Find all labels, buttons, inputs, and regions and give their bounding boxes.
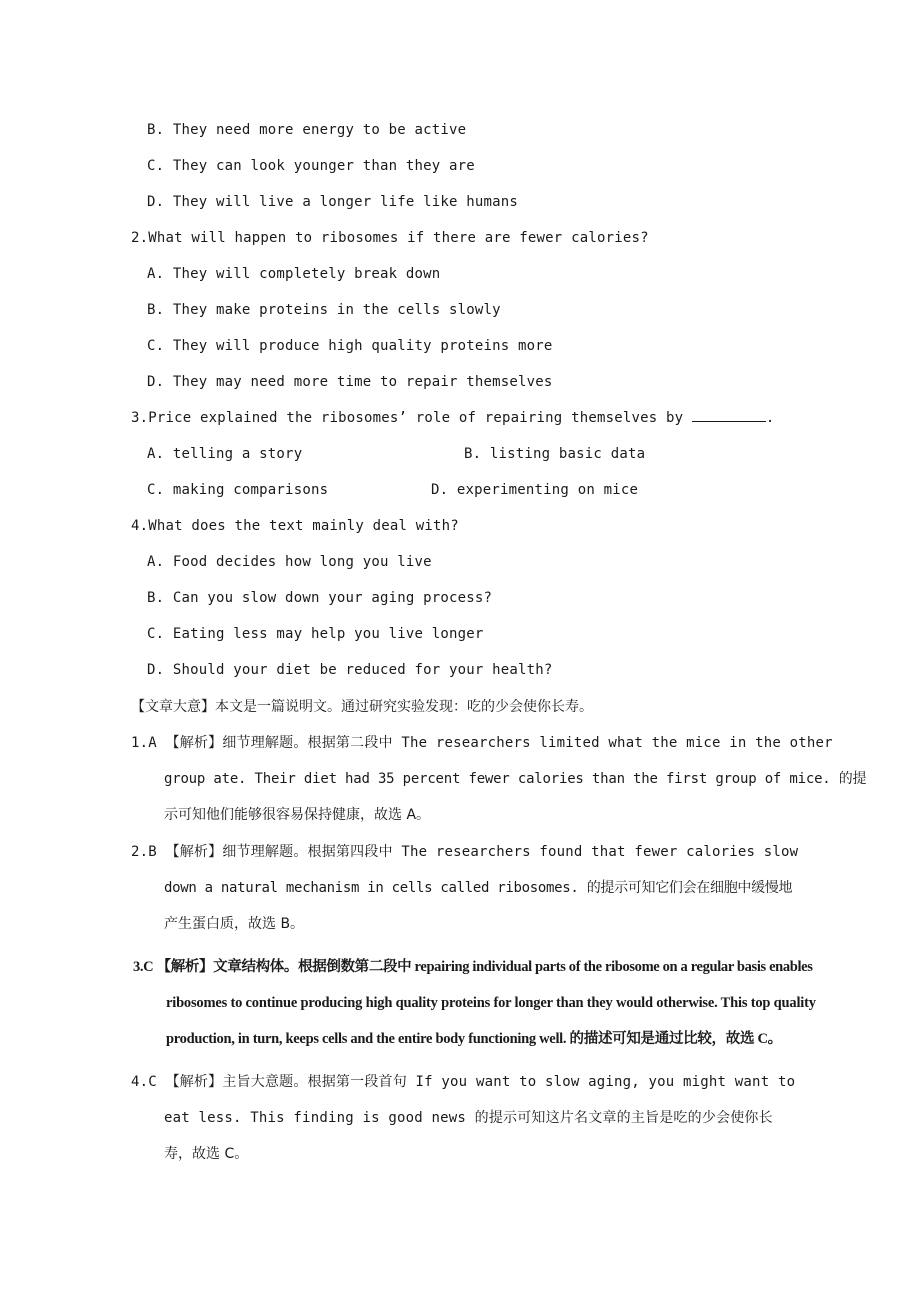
article-summary: 【文章大意】本文是一篇说明文。通过研究实验发现：吃的少会使你长寿。 [131,699,593,715]
answer-4-line-3: 寿，故选 C。 [164,1146,249,1162]
q3-answer-blank [692,409,766,422]
q3-option-c: C. making comparisons [147,482,329,498]
q4-stem: 4.What does the text mainly deal with? [131,518,459,534]
q2-option-a: A. They will completely break down [147,266,441,282]
answer-4-line-1: 4.C 【解析】主旨大意题。根据第一段首句 If you want to slow aging, you might want to [131,1074,796,1090]
answer-1-line-2: group ate. Their diet had 35 percent fewer calories than the first group of mice. 的提 [164,771,867,787]
q2-option-c: C. They will produce high quality proteins more [147,338,553,354]
answer-3-line-3: production, in turn, keeps cells and the entire body functioning well. 的描述可知是通过比较，故选 C。 [166,1031,782,1047]
q2-option-d: D. They may need more time to repair themselves [147,374,553,390]
q1-option-c: C. They can look younger than they are [147,158,475,174]
q4-option-a: A. Food decides how long you live [147,554,432,570]
q4-option-c: C. Eating less may help you live longer [147,626,484,642]
q3-stem-end: . [765,410,775,426]
q4-option-b: B. Can you slow down your aging process? [147,590,493,606]
q1-option-b: B. They need more energy to be active [147,122,467,138]
q4-option-d: D. Should your diet be reduced for your health? [147,662,553,678]
answer-1-line-3: 示可知他们能够很容易保持健康，故选 A。 [164,807,431,823]
answer-1-line-1: 1.A 【解析】细节理解题。根据第二段中 The researchers limited what the mice in the other [131,735,833,751]
q2-stem: 2.What will happen to ribosomes if there are fewer calories? [131,230,649,246]
q2-option-b: B. They make proteins in the cells slowly [147,302,501,318]
q3-stem-line [131,408,775,428]
answer-3-line-2: ribosomes to continue producing high quality proteins for longer than they would otherwise. This top quality [166,995,816,1011]
q3-option-b: B. listing basic data [464,446,646,462]
answer-3-line-1: 3.C 【解析】文章结构体。根据倒数第二段中 repairing individual parts of the ribosome on a regular basis enables [133,959,813,975]
answer-4-line-2: eat less. This finding is good news 的提示可知这片名文章的主旨是吃的少会使你长 [164,1110,773,1126]
answer-2-line-3: 产生蛋白质，故选 B。 [164,916,305,932]
q3-stem: 3.Price explained the ribosomes’ role of repairing themselves by [131,410,684,426]
q3-option-a: A. telling a story [147,446,303,462]
answer-2-line-1: 2.B 【解析】细节理解题。根据第四段中 The researchers found that fewer calories slow [131,844,799,860]
q1-option-d: D. They will live a longer life like humans [147,194,519,210]
q3-option-d: D. experimenting on mice [431,482,639,498]
answer-2-line-2: down a natural mechanism in cells called ribosomes. 的提示可知它们会在细胞中缓慢地 [164,880,793,896]
